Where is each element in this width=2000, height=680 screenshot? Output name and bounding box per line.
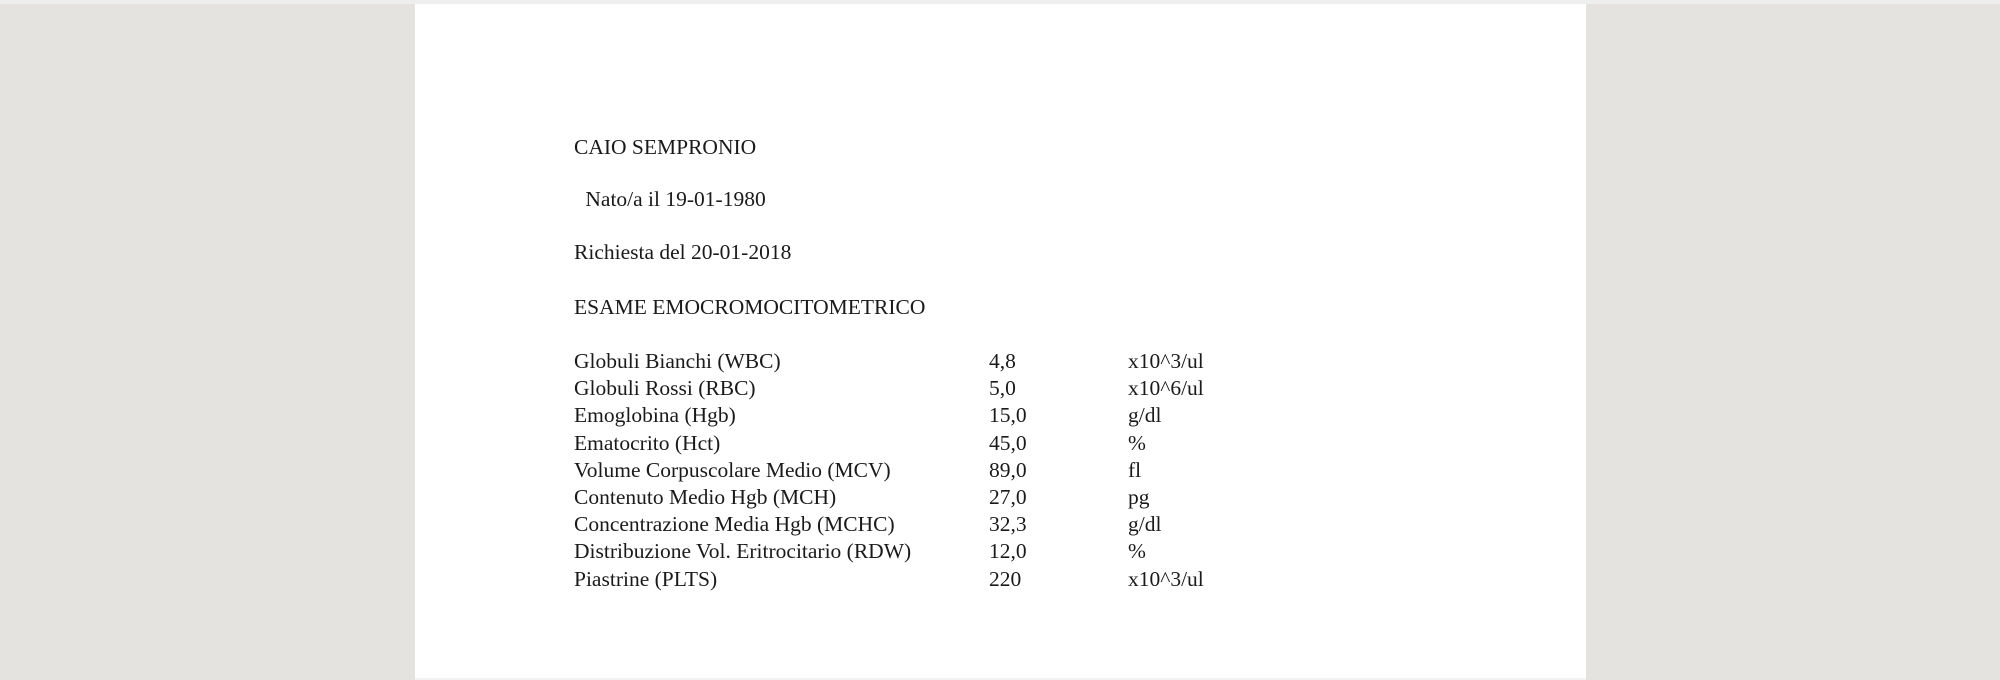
parameter-name: Ematocrito (Hct) (574, 430, 721, 455)
patient-birth-date: Nato/a il 19-01-1980 (580, 187, 766, 211)
table-row (574, 430, 1274, 457)
parameter-value: 12,0 (989, 539, 1027, 564)
parameter-value: 27,0 (989, 484, 1027, 509)
table-row (574, 538, 1274, 565)
parameter-value: 32,3 (989, 512, 1027, 537)
parameter-value: 4,8 (989, 349, 1016, 373)
table-row (574, 566, 1274, 593)
parameter-name: Piastrine (PLTS) (574, 566, 718, 591)
table-row (574, 484, 1274, 511)
parameter-name: Concentrazione Media Hgb (MCHC) (574, 512, 895, 537)
parameter-unit: g/dl (1128, 403, 1162, 428)
parameter-value: 220 (989, 566, 1022, 591)
table-row (574, 511, 1274, 538)
parameter-unit: fl (1128, 457, 1142, 482)
parameter-name: Emoglobina (Hgb) (574, 403, 736, 428)
parameter-unit: x10^3/ul (1128, 349, 1204, 373)
parameter-value: 5,0 (989, 376, 1016, 401)
table-row (574, 402, 1274, 429)
parameter-unit: % (1128, 430, 1146, 455)
parameter-unit: x10^6/ul (1128, 376, 1204, 401)
results-table (574, 348, 1274, 593)
parameter-name: Globuli Bianchi (WBC) (574, 349, 781, 373)
parameter-unit: g/dl (1128, 512, 1162, 537)
parameter-value: 45,0 (989, 430, 1027, 455)
exam-title: ESAME EMOCROMOCITOMETRICO (574, 295, 926, 319)
document-page (415, 4, 1586, 680)
parameter-value: 89,0 (989, 457, 1027, 482)
parameter-unit: % (1128, 539, 1146, 564)
table-row (574, 348, 1274, 375)
patient-name: CAIO SEMPRONIO (574, 135, 757, 159)
parameter-name: Globuli Rossi (RBC) (574, 376, 756, 401)
parameter-unit: pg (1128, 484, 1150, 509)
table-row (574, 457, 1274, 484)
parameter-unit: x10^3/ul (1128, 566, 1204, 591)
request-date: Richiesta del 20-01-2018 (574, 240, 792, 264)
parameter-name: Contenuto Medio Hgb (MCH) (574, 484, 837, 509)
parameter-name: Distribuzione Vol. Eritrocitario (RDW) (574, 539, 912, 564)
table-row (574, 375, 1274, 402)
parameter-name: Volume Corpuscolare Medio (MCV) (574, 457, 891, 482)
parameter-value: 15,0 (989, 403, 1027, 428)
